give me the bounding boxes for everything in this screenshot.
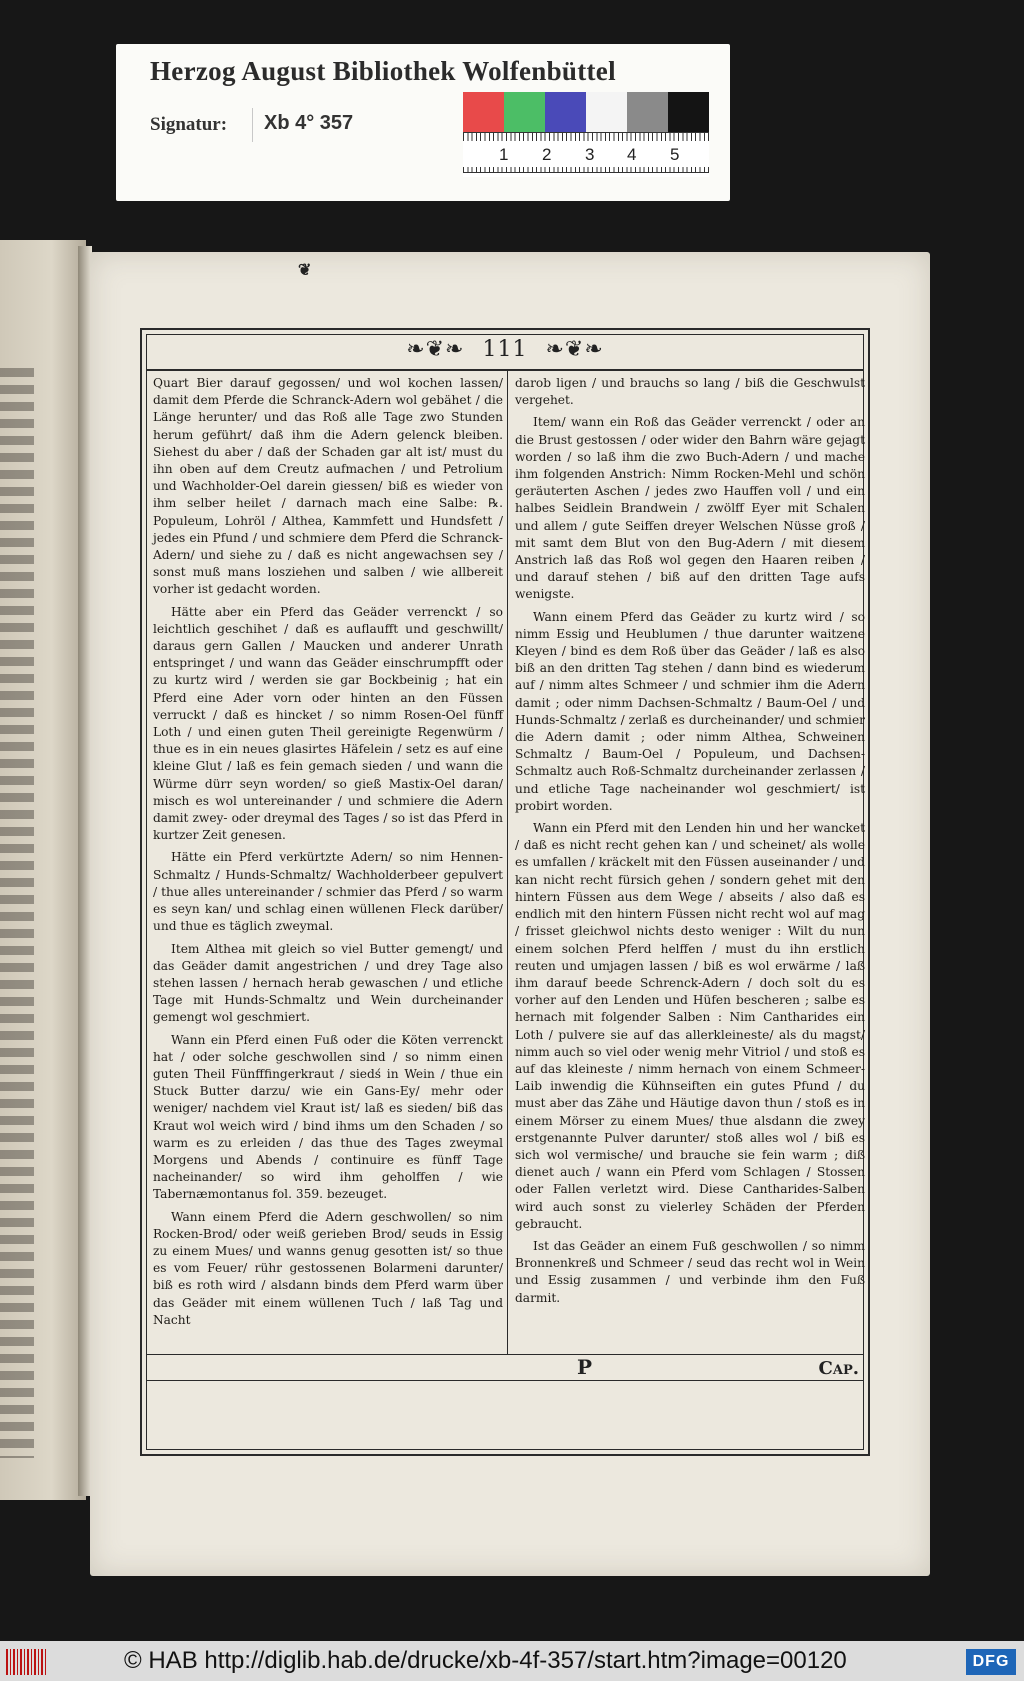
footer-rule [147,1354,863,1355]
previous-page-edge [0,240,86,1500]
page-number: 111 [482,337,528,362]
paragraph: Item/ wann ein Roß das Geäder verrenckt / oder an die Brust gestossen / oder wider den Bahrn wäre gejagt worden / so laß ihm die zwo Buch-Adern / und mache ihm folgenden Anstrich: Nimm Rocken-Mehl und schön geräuterten Aschen / jedes zwo Hauffen voll / und ein halbes Seidlein Brandwein / zwölff Eyer mit Schalen und allem / gute Seiffen dreyer Welschen Nüsse groß / mit samt dem Blut von den Bug-Adern / mit diesem Anstrich laß das Roß wol gegen den Haaren reiben / und darauf stehen / biß auf den dritten Tage aufs wenigste. [515,415,865,602]
left-column [153,375,503,1334]
paragraph: Quart Bier darauf gegossen/ und wol kochen lassen/ damit dem Pferde die Schranck-Adern wol gebähet / die Länge herunter/ und das Roß alle Tage zwo Stunden herum geführt/ daß ihm die Adern gelenck bleiben. Siehest du aber / daß der Schaden gar alt ist/ must du ihn oben auf dem Creutz aufmachen / und Petrolium und Wachholder-Oel darein giessen/ biß es wieder von ihm selber heilet / darnach mach eine Salbe: ℞. Populeum, Lohröl / Althea, Kammfett und Hundsfett / jedes ein Pfund / und schmiere dem Pferd die Schranck-Adern/ und siehe zu / daß es nicht angewachsen sey / sonst muß mans losziehen und salben / wie allbereit vorher ist gedacht worden. [153,376,503,597]
signature-mark: ❦ [298,260,312,279]
column-divider [507,371,508,1355]
paragraph: darob ligen / und brauchs so lang / biß die Geschwulst vergehet. [515,376,865,408]
book-page [90,252,930,1576]
header-rule [147,369,863,371]
source-url[interactable]: © HAB http://diglib.hab.de/drucke/xb-4f-357/start.htm?image=00120 [124,1647,847,1674]
ruler-ticks [463,133,709,141]
header-ornament-right: ❧❦❧ [545,337,604,362]
dfg-logo: DFG [966,1649,1016,1675]
swatch-gray [627,92,668,132]
page-frame-inner [146,334,864,1450]
paragraph: Wann einem Pferd die Adern geschwollen/ so nim Rocken-Brod/ oder weiß gerieben Brod/ seuds in Essig zu einem Mues/ und wanns genug gesotten ist/ so thue es vom Feuer/ rühr gestossenen Bolarmeni darunter/ biß es roth wird / alsdann binds dem Pferd warm über das Geäder mit einem wüllenen Tuch / laß Tag und Nacht [153,1209,503,1327]
ruler-number: 2 [542,145,552,164]
swatch-blue [545,92,586,132]
library-name: Herzog August Bibliothek Wolfenbüttel [150,56,616,86]
signatur-value: Xb 4° 357 [264,112,354,134]
ruler-number: 4 [627,145,637,164]
library-label-card [116,44,730,201]
swatch-black [668,92,709,132]
page-frame [140,328,870,1456]
ruler-baseline [463,172,709,173]
previous-page-text-fragment [0,368,34,1458]
viewer-footer [0,1641,1024,1681]
paragraph: Hätte ein Pferd verkürtzte Adern/ so nim Hennen-Schmaltz / Hunds-Schmaltz/ Wachholderbeer gepulvert / thue alles untereinander / schmier das Pferd / so warm es seyn kan/ und schlag einen wüllenen Fleck darüber/ und thue es täglich zweymal. [153,850,503,934]
ruler-number: 1 [499,145,509,164]
paragraph: Wann ein Pferd mit den Lenden hin und her wancket / daß es nicht recht gehen kan / und scheinet/ als wolle es umfallen / kräckelt mit den Füssen auseinander / und kan nicht recht fürsich gehen / sondern gehet mit den hintern Füssen aus dem Wege / abseits / also daß es endlich mit den hintern Füssen nicht recht wol auf mag / frisset gleichwol nichts desto weniger : Wilt du nun einem solchen Pferd helffen / must du ihn erstlich reuten und umjagen lassen / biß es wol erwärme / laß ihm darauf beede Schrenck-Adern / doch solt du es vorher auf den Lenden und Hüfen bescheren ; salbe es hernach mit folgender Salben : Nim Cantharides ein Loth / pulvere sie auf das allerkleineste/ als du magst/ nimm auch so viel oder wenig mehr Vitriol / und stoß es auf das kleineste / nimm hernach von einem Schmeer-Laib inwendig die Kühnseiften ein gutes Pfund / du must aber das Zähe und Häutige davon thun / stoß es in einem Mörser zu einem Mues/ thue alsdann die zwey erstgenannte Pulver darunter/ stoß alles wol / biß es sich wol vermische/ und brauche sie fein warm ; diß dienet auch / wann ein Pferd vom Schlagen / Stossen oder Fallen verletzt wird. Diese Cantharides-Salben wird auch sonst zu vielerley Schäden der Pferden gebraucht. [515,821,865,1231]
paragraph: Wann einem Pferd das Geäder zu kurtz wird / so nimm Essig und Heublumen / thue darunter waitzene Kleyen / bind es dem Roß über das Geäder / laß es also biß an den dritten Tag stehen / dann bind es wiederum auf / nimm altes Schmeer / und schmier ihm die Adern damit ; oder nimm Dachsen-Schmaltz / Baum-Oel / und Hunds-Schmaltz / zerlaß es durcheinander/ und schmier die Adern damit ; oder nimm Althea, Schweinen Schmaltz / Baum-Oel / Populeum, und Dachsen-Schmaltz auch Roß-Schmaltz durcheinander zerlassen / und etliche Tage nacheinander wol geschmiert/ ist probirt worden. [515,609,865,813]
catchword: Cap. [818,1358,859,1379]
signatur-label: Signatur: [150,114,228,135]
signatur-separator [252,108,253,142]
paragraph: Hätte aber ein Pferd das Geäder verrenckt / so leichtlich geschihet / daß es auflaufft und geschwillt/ daraus gern Gallen / Maucken und anderer Unrath entspringet / und wann das Geäder einschrumpfft oder zu kurtz wird / werden sie gar Bockbeinig ; hat ein Pferd eine Ader vorn oder hinten an den Füssen verruckt / daß es hincket / so nimm Rosen-Oel fünff Loth / und einen guten Theil gereinigte Regenwürm / thue es in ein neues glasirtes Häfelein / setz es auf eine kleine Glut / laß es fein gemach sieden / und wann die Würme dürr seyn worden/ so gieß Mastix-Oel daran/ misch es wol untereinander / und schmiere die Adern damit zwey- oder dreymal des Tages / so ist das Pferd in kurtzer Zeit genesen. [153,604,503,843]
footer-rule-lower [147,1380,863,1381]
sheet-signature: P [577,1355,593,1379]
ruler-number: 5 [670,145,680,164]
swatch-white [586,92,627,132]
paragraph: Item Althea mit gleich so viel Butter gemengt/ und das Geäder damit angestrichen / und drey Tage also stehen lassen / hernach herab gewaschen / und etliche Tage mit Hunds-Schmaltz und Wein durcheinander gemengt wol geschmiert. [153,941,503,1025]
paragraph: Ist das Geäder an einem Fuß geschwollen / so nimm Bronnenkreß und Schmeer / seud das recht wol in Wein und Essig zusammen / und verbinde ihm den Fuß darmit. [515,1238,865,1305]
paragraph: Wann ein Pferd einen Fuß oder die Köten verrenckt hat / oder solche geschwollen sind / so nimm einen guten Theil Fünfffingerkraut / siedś in Wein / thue ein Stuck Butter darzu/ wie ein Gans-Ey/ mehr oder weniger/ nachdem viel Kraut ist/ laß es sieden/ biß das Kraut wol weich wird / bind ihms um den Schaden / so warm es zu erleiden / das thue des Tages zweymal Morgens und Abends / continuire es fünff Tage nacheinander/ so wird ihm geholffen / wie Tabernæmontanus fol. 359. bezeuget. [153,1032,503,1202]
ruler-number: 3 [585,145,595,164]
color-calibration-swatches [463,92,709,132]
swatch-red [463,92,504,132]
scale-ruler [463,132,709,177]
right-column [515,375,865,1312]
page-header [147,337,863,362]
hab-logo-icon [6,1649,46,1675]
swatch-green [504,92,545,132]
header-ornament-left: ❧❦❧ [406,337,465,362]
